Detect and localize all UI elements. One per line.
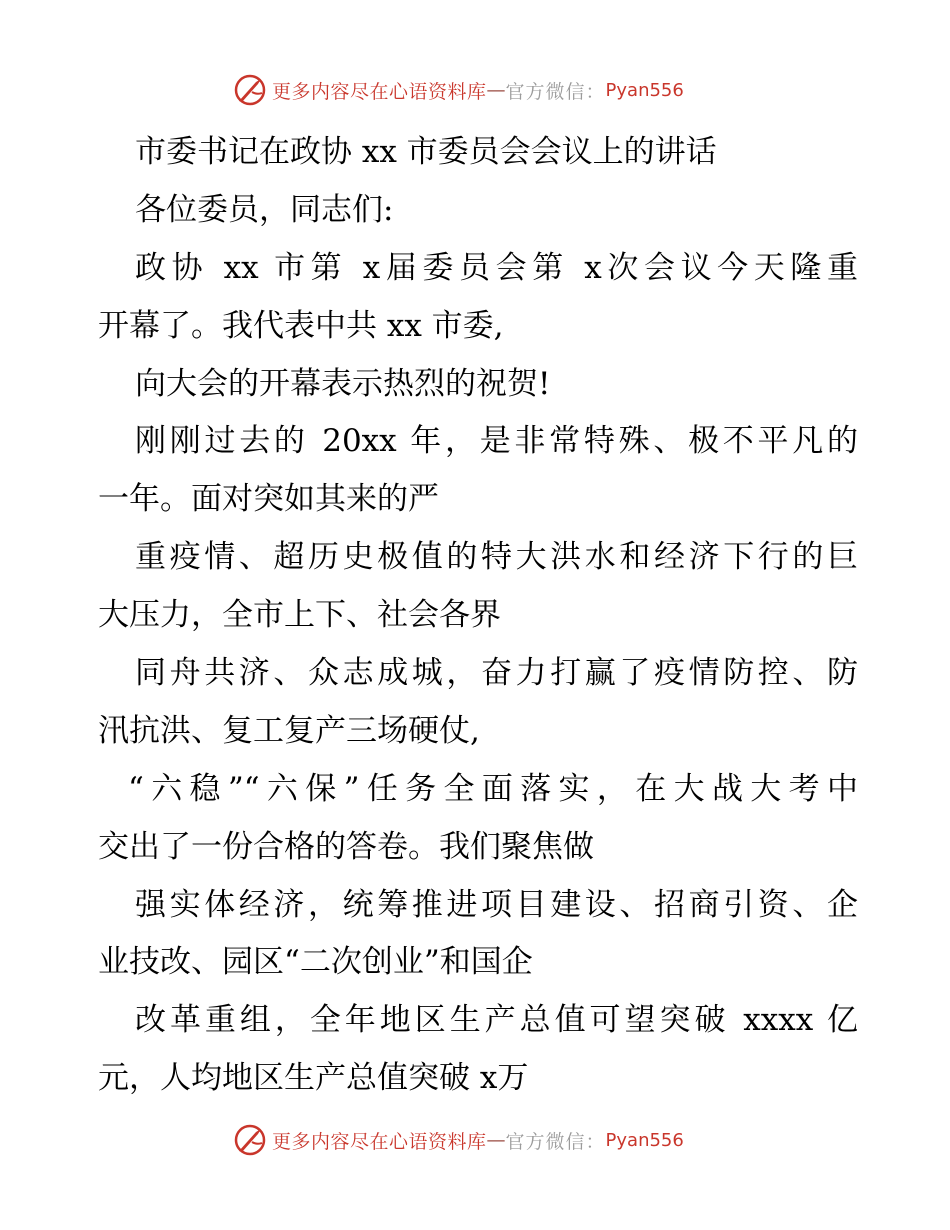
header-watermark-banner: [232, 70, 684, 110]
body-line: 同舟共济、众志成城，奋力打赢了疫情防控、防: [135, 655, 858, 692]
footer-watermark-banner: [232, 1120, 684, 1160]
banner-dash: —: [486, 1129, 506, 1151]
body-line: 元，人均地区生产总值突破 x万: [98, 1060, 529, 1097]
banner-main-text: 更多内容尽在心语资料库: [272, 1130, 487, 1153]
banner-dash: —: [486, 79, 506, 101]
banner-label: 官方微信：: [505, 1130, 606, 1153]
banner-main-text: 更多内容尽在心语资料库: [272, 80, 487, 103]
body-line: 向大会的开幕表示热烈的祝贺!: [135, 365, 551, 402]
body-line: 汛抗洪、复工复产三场硬仗,: [98, 712, 480, 749]
body-line: 大压力，全市上下、社会各界: [98, 597, 501, 634]
quill-pen-seal-icon: [232, 72, 268, 108]
body-line: 业技改、园区“二次创业”和国企: [98, 944, 533, 981]
quill-pen-seal-icon: [232, 1122, 268, 1158]
body-line: 交出了一份合格的答卷。我们聚焦做: [98, 828, 594, 865]
body-line: 改革重组，全年地区生产总值可望突破 xxxx 亿: [135, 1002, 858, 1039]
body-line: 强实体经济，统筹推进项目建设、招商引资、企: [135, 886, 858, 923]
document-body: [98, 124, 858, 1108]
body-line: 一年。面对突如其来的严: [98, 481, 439, 518]
body-line: 重疫情、超历史极值的特大洪水和经济下行的巨: [135, 539, 858, 576]
banner-label: 官方微信：: [505, 80, 606, 103]
body-line: 刚刚过去的 20xx 年，是非常特殊、极不平凡的: [135, 423, 858, 460]
body-line: 政协 xx 市第 x届委员会第 x次会议今天隆重: [135, 249, 858, 286]
body-line: “六稳”“六保”任务全面落实，在大战大考中: [128, 770, 858, 807]
document-title: 市委书记在政协 xx 市委员会会议上的讲话: [135, 134, 717, 170]
banner-account: Pyan556: [605, 1129, 684, 1151]
salutation: 各位委员，同志们:: [135, 191, 394, 228]
body-line: 开幕了。我代表中共 xx 市委,: [98, 307, 504, 344]
banner-account: Pyan556: [605, 79, 684, 101]
